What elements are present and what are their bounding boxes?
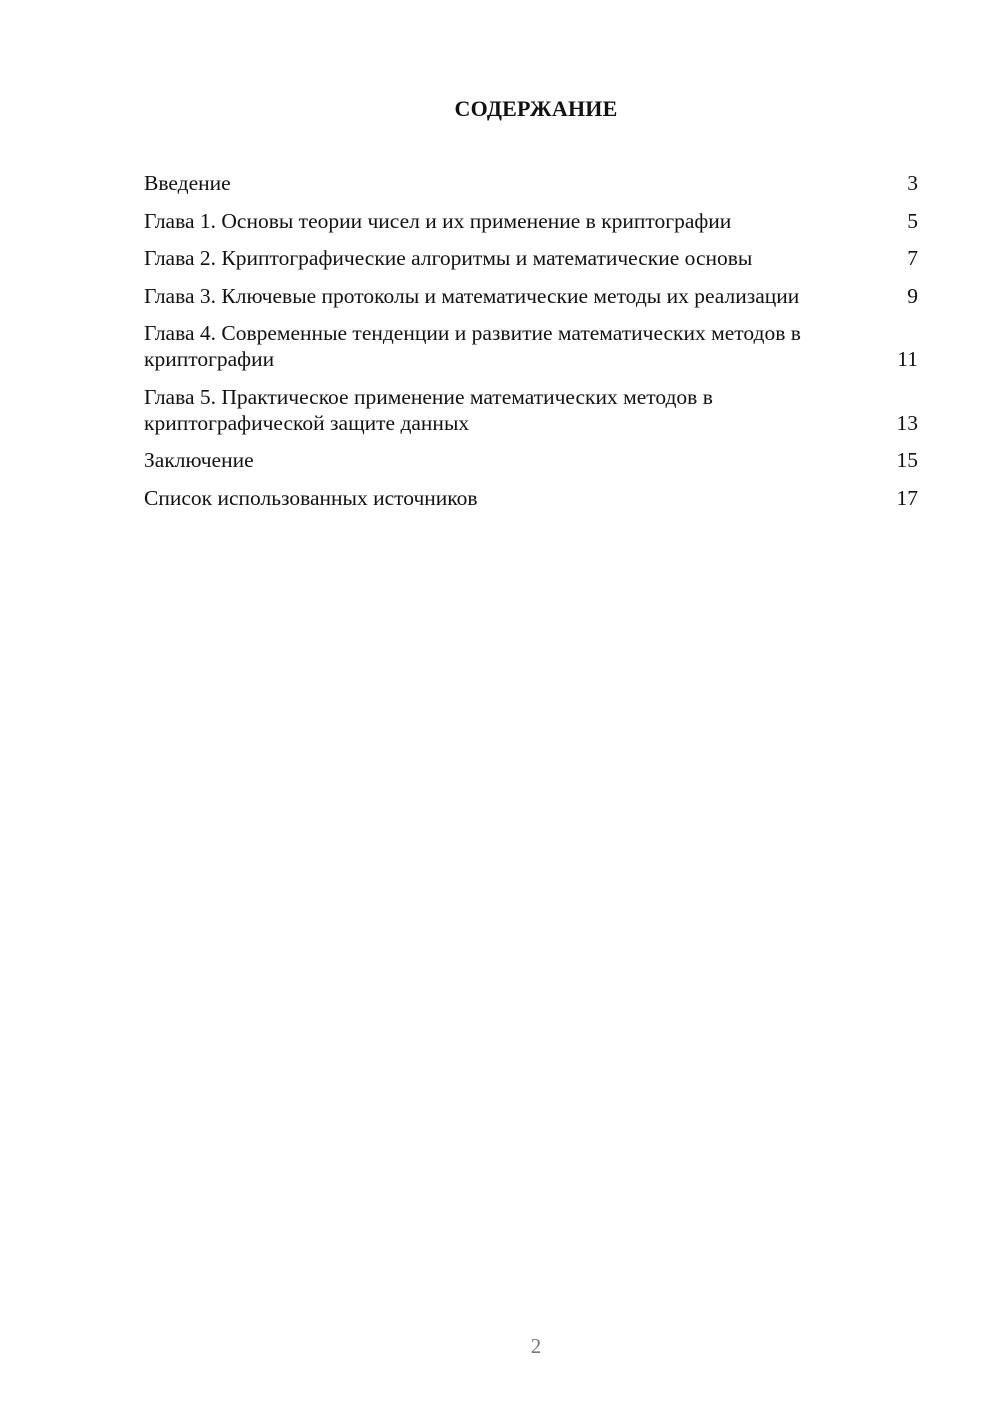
- toc-entry-title: Глава 1. Основы теории чисел и их применение в криптографии: [144, 208, 732, 233]
- toc-entry-title: Глава 3. Ключевые протоколы и математические методы их реализации: [144, 283, 800, 308]
- toc-entry-title: Глава 5. Практическое применение математических методов в криптографической защите данных: [144, 384, 713, 435]
- toc-entry-chapter-5[interactable]: [144, 384, 918, 436]
- toc-entry-page: 11: [897, 347, 918, 371]
- toc-entry-page: 17: [896, 485, 918, 510]
- toc-entry-chapter-2[interactable]: [144, 245, 918, 271]
- toc-entry-page: 13: [896, 410, 918, 435]
- toc-heading: СОДЕРЖАНИЕ: [454, 96, 618, 121]
- table-of-contents: [144, 170, 918, 522]
- toc-entry-chapter-4[interactable]: [144, 320, 918, 372]
- toc-entry-page: 15: [896, 448, 918, 472]
- toc-entry-title: Заключение: [144, 448, 254, 472]
- toc-entry-page: 9: [907, 283, 918, 308]
- toc-entry-chapter-1[interactable]: [144, 208, 918, 234]
- toc-entry-title: Глава 2. Криптографические алгоритмы и математические основы: [144, 246, 753, 270]
- page-number: 2: [530, 1334, 542, 1358]
- toc-entry-conclusion[interactable]: [144, 447, 918, 473]
- toc-entry-page: 5: [907, 208, 918, 233]
- toc-entry-title: Глава 4. Современные тенденции и развитие математических методов в криптографии: [144, 321, 801, 371]
- toc-entry-title: Список использованных источников: [144, 485, 478, 510]
- toc-entry-references[interactable]: [144, 485, 918, 511]
- toc-entry-title: Введение: [144, 171, 231, 195]
- toc-entry-chapter-3[interactable]: [144, 283, 918, 309]
- toc-entry-introduction[interactable]: [144, 170, 918, 196]
- toc-entry-page: 3: [907, 171, 918, 195]
- toc-entry-page: 7: [907, 246, 918, 270]
